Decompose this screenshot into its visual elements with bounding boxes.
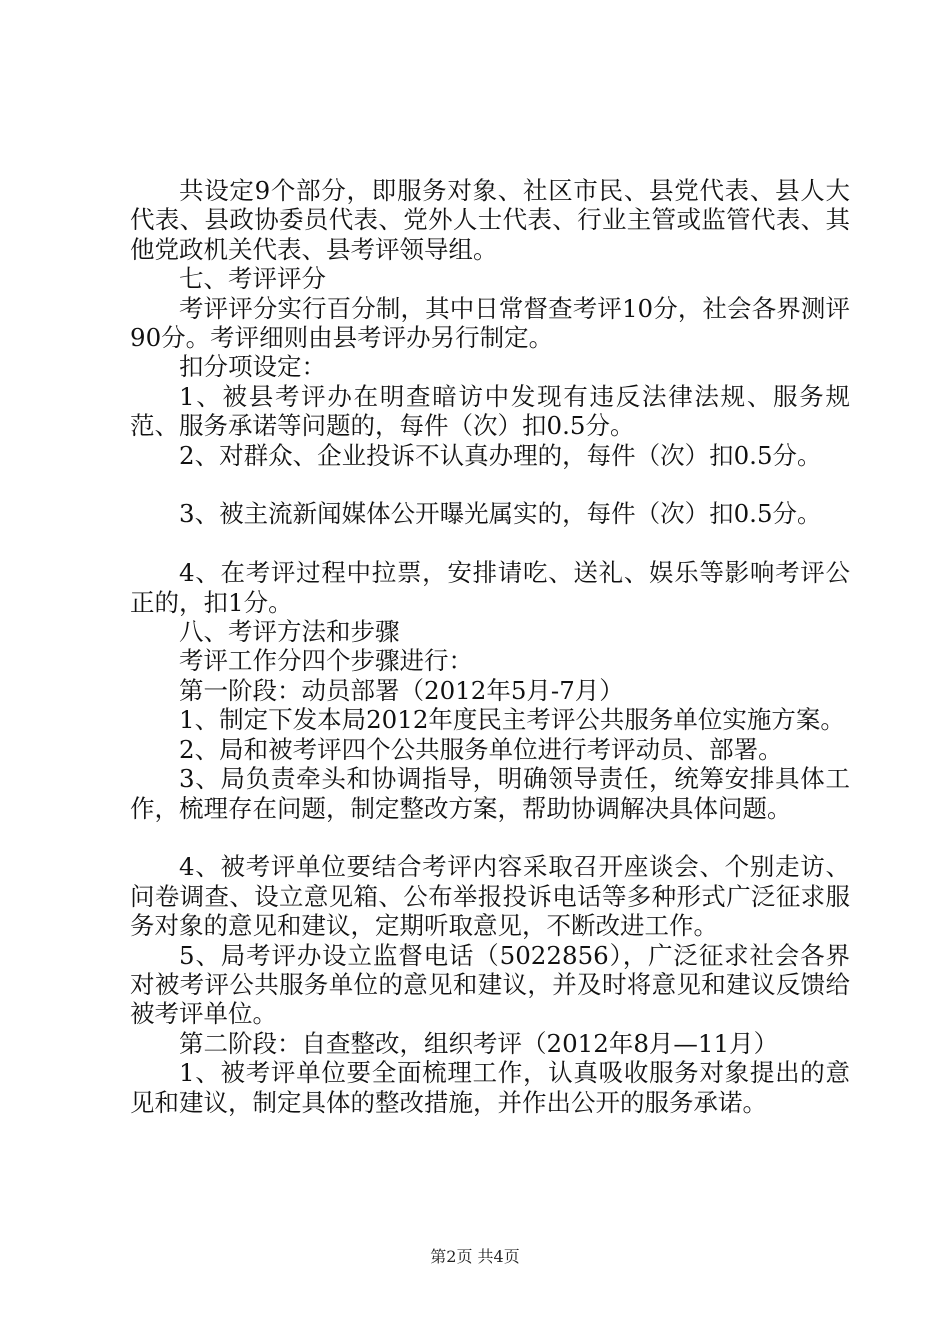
stage-heading-1: 第一阶段：动员部署（2012年5月-7月）: [179, 675, 624, 705]
deduction-item-3: 3、被主流新闻媒体公开曝光属实的，每件（次）扣0.5分。: [179, 499, 822, 529]
section-heading-methods: 八、考评方法和步骤: [179, 617, 400, 647]
stage1-item-4: 4、被考评单位要结合考评内容采取召开座谈会、个别走访、问卷调查、设立意见箱、公布举报投诉电话等多种形式广泛征求服务对象的意见和建议，定期听取意见，不断改进工作。: [130, 852, 850, 941]
deduction-item-2: 2、对群众、企业投诉不认真办理的，每件（次）扣0.5分。: [179, 440, 822, 470]
paragraph-deduction-heading: 扣分项设定：: [179, 352, 326, 382]
stage1-item-3: 3、局负责牵头和协调指导，明确领导责任，统筹安排具体工作，梳理存在问题，制定整改方案，帮助协调解决具体问题。: [130, 764, 850, 823]
stage1-item-5: 5、局考评办设立监督电话（5022856），广泛征求社会各界对被考评公共服务单位的意见和建议，并及时将意见和建议反馈给被考评单位。: [130, 940, 850, 1029]
document-body: [130, 176, 850, 1117]
paragraph-steps-intro: 考评工作分四个步骤进行：: [179, 646, 473, 676]
deduction-item-1: 1、被县考评办在明查暗访中发现有违反法律法规、服务规范、服务承诺等问题的，每件（次）扣0.5分。: [130, 381, 850, 441]
stage1-item-1: 1、制定下发本局2012年度民主考评公共服务单位实施方案。: [179, 705, 845, 735]
stage2-item-1: 1、被考评单位要全面梳理工作，认真吸收服务对象提出的意见和建议，制定具体的整改措施，并作出公开的服务承诺。: [130, 1058, 850, 1117]
paragraph-participants: 共设定9个部分，即服务对象、社区市民、县党代表、县人大代表、县政协委员代表、党外人士代表、行业主管或监管代表、其他党政机关代表、县考评领导组。: [130, 176, 850, 264]
deduction-item-4: 4、在考评过程中拉票，安排请吃、送礼、娱乐等影响考评公正的，扣1分。: [130, 558, 850, 617]
stage-heading-2: 第二阶段：自查整改，组织考评（2012年8月—11月）: [179, 1028, 779, 1058]
stage1-item-2: 2、局和被考评四个公共服务单位进行考评动员、部署。: [179, 734, 783, 764]
paragraph-scoring-system: 考评评分实行百分制，其中日常督查考评10分，社会各界测评90分。考评细则由县考评办另行制定。: [130, 293, 850, 353]
page-footer: 第2页 共4页: [430, 1247, 520, 1266]
section-heading-scoring: 七、考评评分: [179, 264, 326, 294]
